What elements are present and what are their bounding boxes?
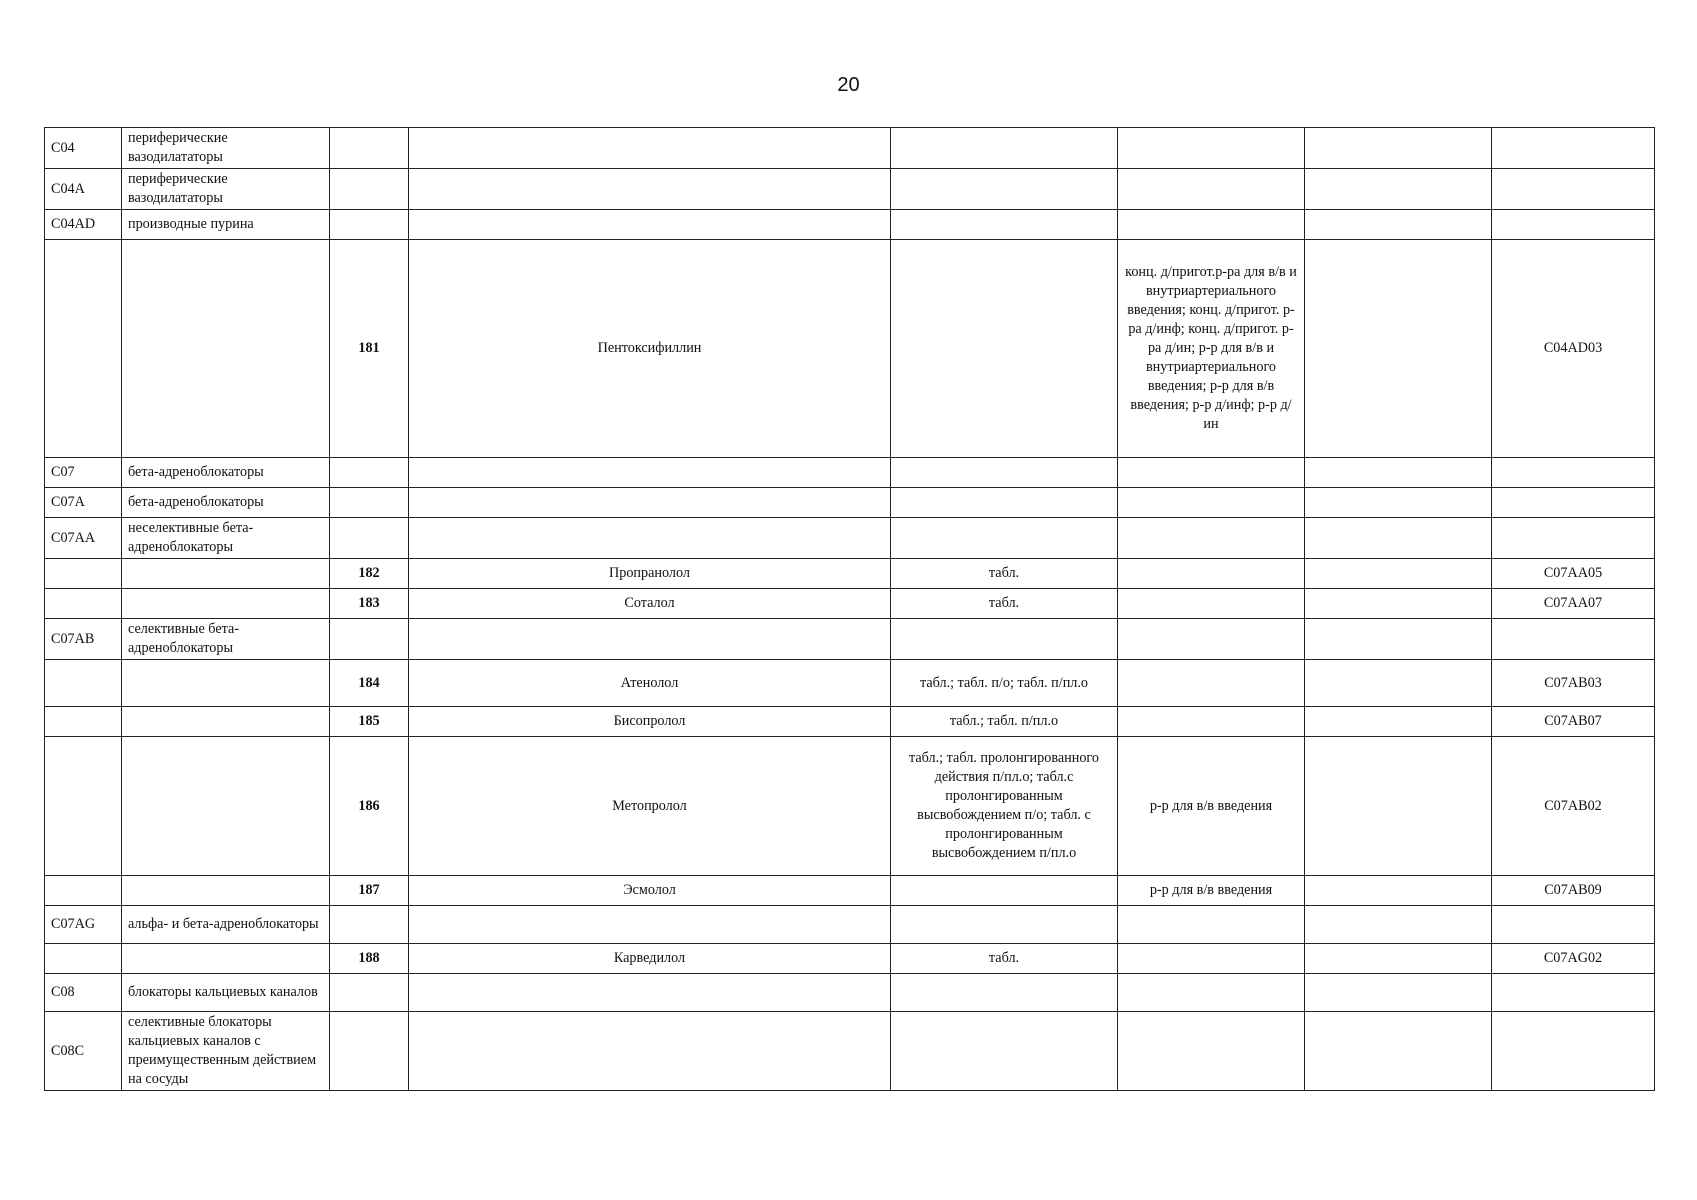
atc-code: C07AA05 bbox=[1492, 559, 1655, 589]
drug-name bbox=[409, 169, 891, 210]
atc-group-name bbox=[122, 660, 330, 707]
dosage-form bbox=[891, 128, 1118, 169]
table-row bbox=[45, 128, 1655, 169]
extra-cell bbox=[1305, 240, 1492, 458]
drug-name: Пентоксифиллин bbox=[409, 240, 891, 458]
dosage-form: табл. bbox=[891, 559, 1118, 589]
extra-cell bbox=[1305, 876, 1492, 906]
extra-cell bbox=[1305, 458, 1492, 488]
dosage-form: табл.; табл. п/пл.о bbox=[891, 707, 1118, 737]
dosage-form: табл.; табл. п/о; табл. п/пл.о bbox=[891, 660, 1118, 707]
item-number bbox=[330, 518, 409, 559]
item-number bbox=[330, 488, 409, 518]
dosage-form-injectable bbox=[1118, 707, 1305, 737]
extra-cell bbox=[1305, 488, 1492, 518]
atc-group-name: производные пурина bbox=[122, 210, 330, 240]
atc-group-code: C04A bbox=[45, 169, 122, 210]
drug-name: Соталол bbox=[409, 589, 891, 619]
atc-group-name bbox=[122, 737, 330, 876]
atc-group-code bbox=[45, 707, 122, 737]
item-number bbox=[330, 1012, 409, 1091]
dosage-form-injectable bbox=[1118, 559, 1305, 589]
table-row bbox=[45, 737, 1655, 876]
table-row bbox=[45, 240, 1655, 458]
item-number bbox=[330, 974, 409, 1012]
atc-group-name: периферические вазодилататоры bbox=[122, 128, 330, 169]
dosage-form-injectable bbox=[1118, 619, 1305, 660]
item-number: 182 bbox=[330, 559, 409, 589]
item-number bbox=[330, 210, 409, 240]
dosage-form-injectable bbox=[1118, 944, 1305, 974]
table-row bbox=[45, 619, 1655, 660]
atc-group-code: C04 bbox=[45, 128, 122, 169]
atc-group-name bbox=[122, 707, 330, 737]
drug-name: Метопролол bbox=[409, 737, 891, 876]
dosage-form-injectable: р-р для в/в введения bbox=[1118, 876, 1305, 906]
dosage-form bbox=[891, 876, 1118, 906]
table-row bbox=[45, 488, 1655, 518]
atc-code: C07AB03 bbox=[1492, 660, 1655, 707]
dosage-form-injectable bbox=[1118, 488, 1305, 518]
table-row bbox=[45, 559, 1655, 589]
extra-cell bbox=[1305, 619, 1492, 660]
extra-cell bbox=[1305, 169, 1492, 210]
atc-group-name bbox=[122, 876, 330, 906]
atc-group-code: C07AG bbox=[45, 906, 122, 944]
table-row bbox=[45, 1012, 1655, 1091]
dosage-form-injectable bbox=[1118, 518, 1305, 559]
drug-name bbox=[409, 974, 891, 1012]
drug-name bbox=[409, 518, 891, 559]
dosage-form-injectable bbox=[1118, 210, 1305, 240]
dosage-form-injectable bbox=[1118, 458, 1305, 488]
atc-group-name: селективные блокаторы кальциевых каналов с преимущественным действием на сосуды bbox=[122, 1012, 330, 1091]
dosage-form-injectable bbox=[1118, 974, 1305, 1012]
atc-code bbox=[1492, 518, 1655, 559]
table-row bbox=[45, 660, 1655, 707]
atc-group-code: C07 bbox=[45, 458, 122, 488]
atc-group-name: блокаторы кальциевых каналов bbox=[122, 974, 330, 1012]
atc-code bbox=[1492, 458, 1655, 488]
drug-name bbox=[409, 1012, 891, 1091]
extra-cell bbox=[1305, 589, 1492, 619]
atc-code bbox=[1492, 128, 1655, 169]
dosage-form bbox=[891, 169, 1118, 210]
extra-cell bbox=[1305, 737, 1492, 876]
item-number bbox=[330, 169, 409, 210]
dosage-form bbox=[891, 458, 1118, 488]
table-row bbox=[45, 518, 1655, 559]
extra-cell bbox=[1305, 559, 1492, 589]
atc-group-code bbox=[45, 559, 122, 589]
atc-group-code bbox=[45, 737, 122, 876]
extra-cell bbox=[1305, 210, 1492, 240]
item-number: 183 bbox=[330, 589, 409, 619]
table-row bbox=[45, 458, 1655, 488]
atc-code: C07AB09 bbox=[1492, 876, 1655, 906]
table-row bbox=[45, 944, 1655, 974]
atc-group-name bbox=[122, 240, 330, 458]
dosage-form bbox=[891, 518, 1118, 559]
atc-group-name: бета-адреноблокаторы bbox=[122, 488, 330, 518]
extra-cell bbox=[1305, 128, 1492, 169]
drug-name bbox=[409, 210, 891, 240]
dosage-form-injectable bbox=[1118, 169, 1305, 210]
atc-group-name: селективные бета-адреноблокаторы bbox=[122, 619, 330, 660]
atc-code bbox=[1492, 1012, 1655, 1091]
atc-code bbox=[1492, 619, 1655, 660]
item-number: 184 bbox=[330, 660, 409, 707]
atc-group-code: C07AA bbox=[45, 518, 122, 559]
dosage-form-injectable bbox=[1118, 128, 1305, 169]
dosage-form: табл. bbox=[891, 944, 1118, 974]
item-number: 186 bbox=[330, 737, 409, 876]
table-row bbox=[45, 589, 1655, 619]
atc-group-code: C07A bbox=[45, 488, 122, 518]
atc-code bbox=[1492, 210, 1655, 240]
table-row bbox=[45, 210, 1655, 240]
item-number: 187 bbox=[330, 876, 409, 906]
drug-name: Карведилол bbox=[409, 944, 891, 974]
atc-group-name: альфа- и бета-адреноблокаторы bbox=[122, 906, 330, 944]
atc-group-code bbox=[45, 876, 122, 906]
dosage-form: табл.; табл. пролонгированного действия п/пл.о; табл.с пролонгированным высвобождением п/о; табл. с пролонгированным высвобождением п/пл.о bbox=[891, 737, 1118, 876]
dosage-form bbox=[891, 210, 1118, 240]
dosage-form-injectable bbox=[1118, 660, 1305, 707]
atc-code bbox=[1492, 906, 1655, 944]
extra-cell bbox=[1305, 1012, 1492, 1091]
atc-group-name: неселективные бета-адреноблокаторы bbox=[122, 518, 330, 559]
dosage-form-injectable bbox=[1118, 589, 1305, 619]
item-number: 188 bbox=[330, 944, 409, 974]
item-number: 181 bbox=[330, 240, 409, 458]
dosage-form-injectable: конц. д/пригот.р-ра для в/в и внутриартериального введения; конц. д/пригот. р-ра д/инф; конц. д/пригот. р-ра д/ин; р-р для в/в и внутриартериального введения; р-р для в/в введения; р-р д/инф; р-р д/ин bbox=[1118, 240, 1305, 458]
table-row bbox=[45, 169, 1655, 210]
atc-code bbox=[1492, 488, 1655, 518]
drug-name: Атенолол bbox=[409, 660, 891, 707]
drug-list-table bbox=[44, 127, 1655, 1091]
dosage-form bbox=[891, 906, 1118, 944]
table-row bbox=[45, 906, 1655, 944]
drug-name bbox=[409, 906, 891, 944]
dosage-form bbox=[891, 488, 1118, 518]
extra-cell bbox=[1305, 944, 1492, 974]
extra-cell bbox=[1305, 707, 1492, 737]
drug-name: Эсмолол bbox=[409, 876, 891, 906]
atc-code: C07AA07 bbox=[1492, 589, 1655, 619]
atc-code bbox=[1492, 974, 1655, 1012]
drug-name bbox=[409, 128, 891, 169]
extra-cell bbox=[1305, 660, 1492, 707]
drug-name: Пропранолол bbox=[409, 559, 891, 589]
atc-group-code: C07AB bbox=[45, 619, 122, 660]
atc-group-code bbox=[45, 589, 122, 619]
atc-group-code bbox=[45, 660, 122, 707]
atc-group-code bbox=[45, 240, 122, 458]
atc-group-code: C08C bbox=[45, 1012, 122, 1091]
atc-group-code: C08 bbox=[45, 974, 122, 1012]
atc-code bbox=[1492, 169, 1655, 210]
dosage-form-injectable: р-р для в/в введения bbox=[1118, 737, 1305, 876]
drug-name: Бисопролол bbox=[409, 707, 891, 737]
drug-name bbox=[409, 619, 891, 660]
atc-group-code: C04AD bbox=[45, 210, 122, 240]
page-number: 20 bbox=[837, 74, 860, 96]
item-number bbox=[330, 128, 409, 169]
atc-code: C07AB02 bbox=[1492, 737, 1655, 876]
atc-group-name bbox=[122, 559, 330, 589]
atc-code: C07AG02 bbox=[1492, 944, 1655, 974]
item-number bbox=[330, 619, 409, 660]
dosage-form bbox=[891, 974, 1118, 1012]
atc-group-name: бета-адреноблокаторы bbox=[122, 458, 330, 488]
dosage-form bbox=[891, 240, 1118, 458]
dosage-form: табл. bbox=[891, 589, 1118, 619]
atc-code: C07AB07 bbox=[1492, 707, 1655, 737]
extra-cell bbox=[1305, 974, 1492, 1012]
atc-group-name bbox=[122, 589, 330, 619]
drug-name bbox=[409, 458, 891, 488]
atc-code: C04AD03 bbox=[1492, 240, 1655, 458]
dosage-form bbox=[891, 1012, 1118, 1091]
atc-group-code bbox=[45, 944, 122, 974]
table-row bbox=[45, 974, 1655, 1012]
extra-cell bbox=[1305, 906, 1492, 944]
item-number bbox=[330, 458, 409, 488]
dosage-form-injectable bbox=[1118, 1012, 1305, 1091]
extra-cell bbox=[1305, 518, 1492, 559]
atc-group-name bbox=[122, 944, 330, 974]
table-row bbox=[45, 876, 1655, 906]
drug-name bbox=[409, 488, 891, 518]
table-row bbox=[45, 707, 1655, 737]
dosage-form bbox=[891, 619, 1118, 660]
item-number: 185 bbox=[330, 707, 409, 737]
dosage-form-injectable bbox=[1118, 906, 1305, 944]
item-number bbox=[330, 906, 409, 944]
atc-group-name: периферические вазодилататоры bbox=[122, 169, 330, 210]
